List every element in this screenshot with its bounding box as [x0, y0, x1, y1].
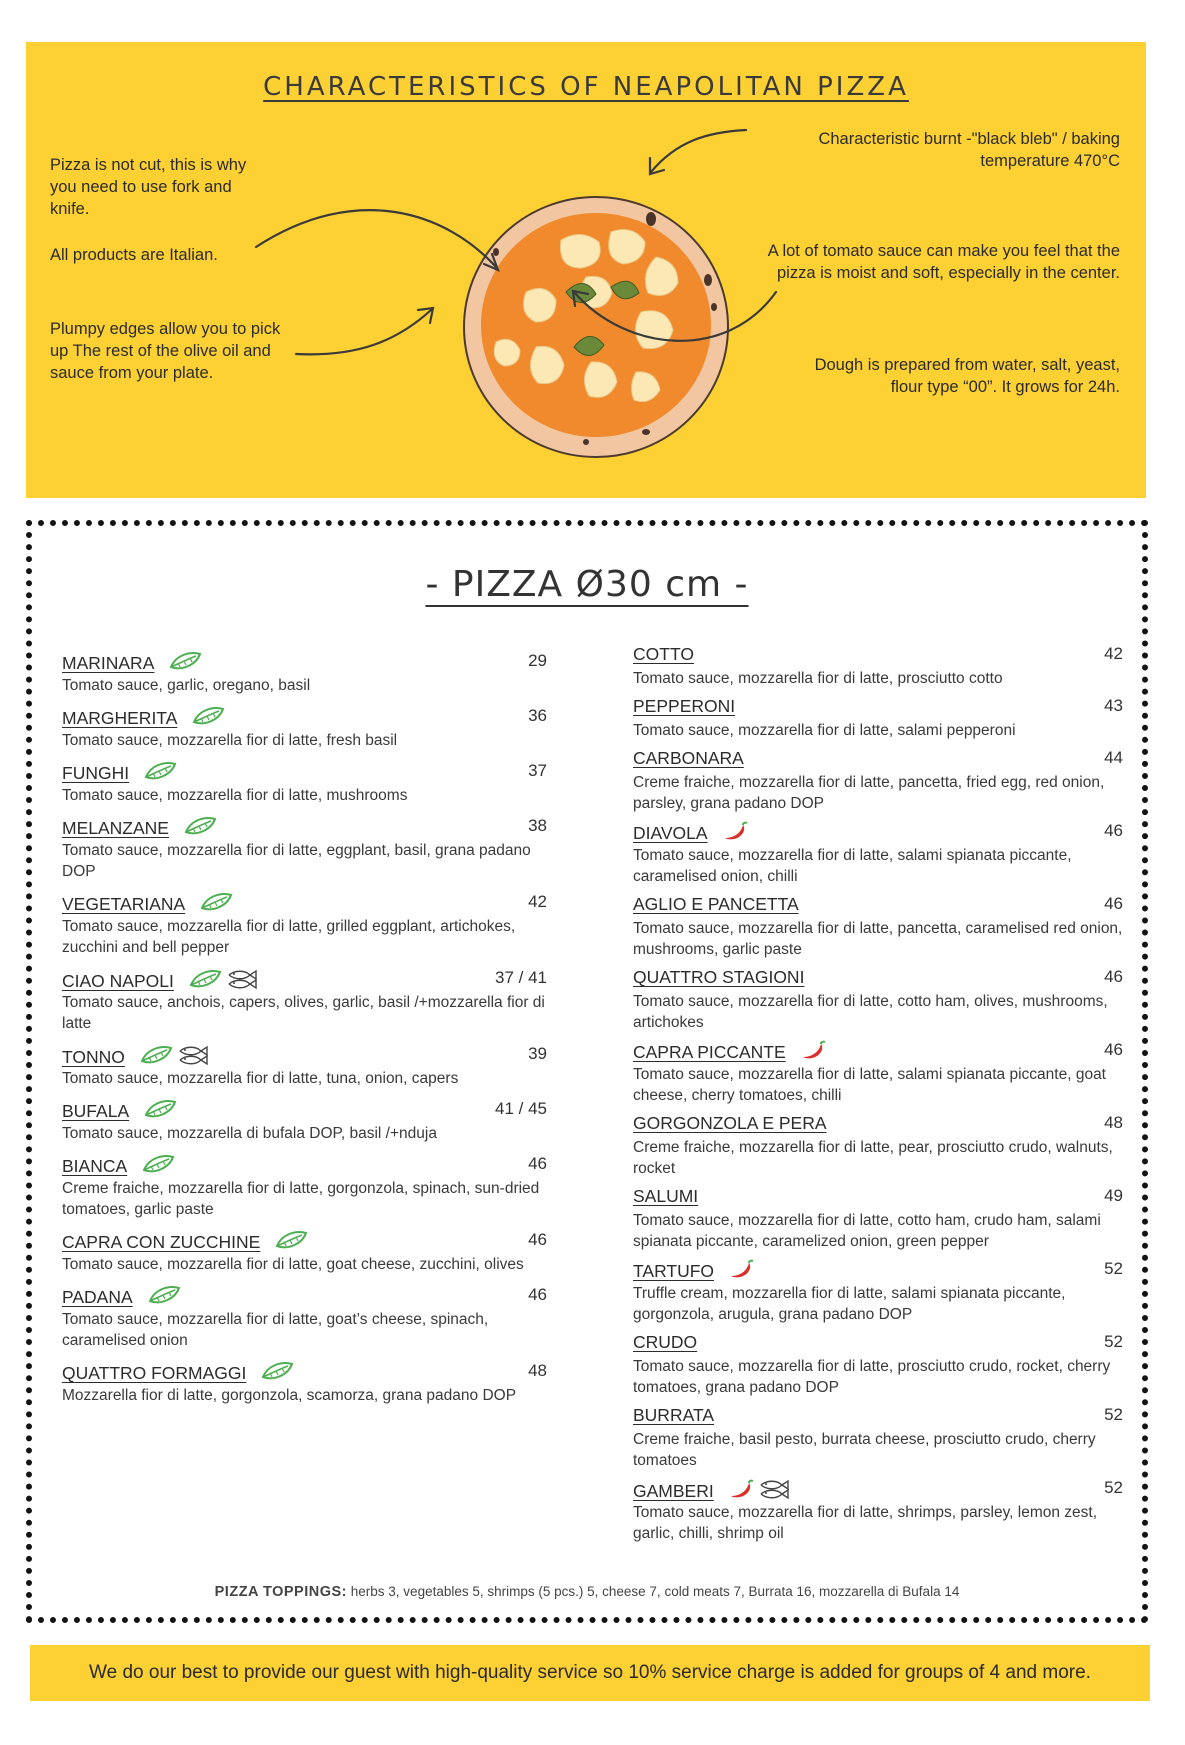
menu-item-price: 44: [1104, 748, 1123, 767]
menu-item-name: QUATTRO STAGIONI: [633, 967, 805, 987]
menu-item-quattro-stagioni: [633, 967, 1123, 1033]
menu-item-price: 46: [1104, 821, 1123, 840]
menu-item-name: PADANA: [62, 1287, 133, 1307]
menu-item-price: 39: [528, 1044, 547, 1063]
menu-item-melanzane: [62, 816, 547, 882]
menu-item-header: [62, 968, 547, 992]
leaf-icon: [191, 706, 225, 731]
menu-item-description: Tomato sauce, mozzarella fior di latte, mushrooms: [62, 787, 408, 804]
menu-item-price: 36: [528, 706, 547, 725]
menu-item-carbonara: [633, 748, 1123, 814]
menu-item-capra-con-zucchine: [62, 1230, 547, 1275]
service-charge-banner: [30, 1645, 1150, 1701]
menu-item-header: [633, 1332, 1123, 1356]
menu-item-pepperoni: [633, 696, 1123, 741]
leaf-icon: [260, 1361, 294, 1386]
menu-item-price: 46: [528, 1230, 547, 1249]
menu-item-description: Tomato sauce, mozzarella fior di latte, fresh basil: [62, 732, 398, 749]
menu-item-name: SALUMI: [633, 1186, 699, 1206]
fish-icon: [758, 1478, 790, 1505]
menu-item-cotto: [633, 644, 1123, 689]
menu-item-name: TONNO: [62, 1047, 125, 1067]
menu-item-price: 37: [528, 761, 547, 780]
menu-item-name: CRUDO: [633, 1332, 698, 1352]
menu-item-marinara: [62, 651, 547, 696]
leaf-icon: [143, 1099, 177, 1124]
menu-item-icons: [127, 1158, 175, 1175]
menu-item-name: DIAVOLA: [633, 823, 708, 843]
leaf-icon: [274, 1230, 308, 1255]
menu-item-description: Tomato sauce, mozzarella fior di latte, cotto ham, olives, mushrooms, artichokes: [633, 993, 1108, 1031]
chili-icon: [722, 821, 748, 846]
menu-item-name: COTTO: [633, 644, 694, 664]
menu-item-icons: [714, 1263, 754, 1280]
menu-item-header: [62, 1099, 547, 1123]
menu-item-price: 48: [1104, 1113, 1123, 1132]
menu-item-header: [62, 1285, 547, 1309]
menu-item-price: 29: [528, 651, 547, 670]
characteristics-title: CHARACTERISTICS OF NEAPOLITAN PIZZA: [263, 72, 909, 102]
menu-item-price: 52: [1104, 1405, 1123, 1424]
menu-item-margherita: [62, 706, 547, 751]
menu-item-description: Tomato sauce, mozzarella fior di latte, shrimps, parsley, lemon zest, garlic, chilli, shrimp oil: [633, 1504, 1098, 1542]
menu-item-header: [62, 1044, 547, 1068]
menu-item-crudo: [633, 1332, 1123, 1398]
menu-item-description: Tomato sauce, mozzarella fior di latte, goat cheese, zucchini, olives: [62, 1256, 524, 1273]
menu-item-description: Tomato sauce, mozzarella fior di latte, prosciutto crudo, rocket, cherry tomatoes, grana padano DOP: [633, 1358, 1111, 1396]
leaf-icon: [168, 651, 202, 676]
menu-item-header: [62, 1230, 547, 1254]
menu-item-name: GORGONZOLA E PERA: [633, 1113, 827, 1133]
menu-item-vegetariana: [62, 892, 547, 958]
menu-item-name: VEGETARIANA: [62, 894, 186, 914]
menu-item-icons: [246, 1365, 294, 1382]
fish-icon: [177, 1044, 209, 1071]
characteristics-panel: [26, 42, 1146, 498]
menu-item-price: 46: [1104, 894, 1123, 913]
menu-item-description: Creme fraiche, mozzarella fior di latte, gorgonzola, spinach, sun-dried tomatoes, garlic paste: [62, 1180, 540, 1218]
leaf-icon: [199, 892, 233, 917]
menu-item-name: MARGHERITA: [62, 708, 178, 728]
menu-item-icons: [125, 1049, 209, 1066]
menu-item-name: CIAO NAPOLI: [62, 971, 174, 991]
menu-item-price: 41 / 45: [495, 1099, 547, 1118]
menu-item-salumi: [633, 1186, 1123, 1252]
menu-item-icons: [786, 1044, 826, 1061]
leaf-icon: [143, 761, 177, 786]
menu-item-name: GAMBERI: [633, 1481, 714, 1501]
menu-item-name: CAPRA PICCANTE: [633, 1042, 786, 1062]
menu-item-header: [633, 748, 1123, 772]
menu-item-gamberi: [633, 1478, 1123, 1544]
fish-icon: [226, 968, 258, 995]
menu-item-name: BIANCA: [62, 1156, 128, 1176]
menu-item-name: PEPPERONI: [633, 696, 736, 716]
chili-icon: [728, 1479, 754, 1504]
menu-item-icons: [714, 1483, 790, 1500]
menu-item-tonno: [62, 1044, 547, 1089]
menu-item-icons: [185, 896, 233, 913]
menu-item-burrata: [633, 1405, 1123, 1471]
menu-item-icons: [177, 710, 225, 727]
menu-item-funghi: [62, 761, 547, 806]
menu-item-description: Tomato sauce, mozzarella fior di latte, prosciutto cotto: [633, 670, 1003, 687]
menu-heading: - PIZZA Ø30 cm -: [425, 564, 749, 605]
menu-item-bianca: [62, 1154, 547, 1220]
menu-item-description: Creme fraiche, mozzarella fior di latte, pear, prosciutto crudo, walnuts, rocket: [633, 1139, 1113, 1177]
service-charge-text: We do our best to provide our guest with high-quality service so 10% service charge is added for groups of 4 and more.: [89, 1662, 1091, 1683]
menu-item-name: BURRATA: [633, 1405, 715, 1425]
menu-item-price: 42: [528, 892, 547, 911]
menu-item-name: MELANZANE: [62, 818, 169, 838]
menu-item-price: 52: [1104, 1259, 1123, 1278]
leaf-icon: [188, 969, 222, 994]
menu-item-tartufo: [633, 1259, 1123, 1325]
menu-item-quattro-formaggi: [62, 1361, 547, 1406]
menu-item-price: 48: [528, 1361, 547, 1380]
menu-item-header: [62, 651, 547, 675]
menu-column-right: [633, 644, 1123, 1551]
pizza-toppings: [32, 1584, 1142, 1600]
menu-item-header: [633, 1405, 1123, 1429]
menu-item-ciao-napoli: [62, 968, 547, 1034]
menu-item-description: Tomato sauce, mozzarella fior di latte, salami spianata piccante, goat cheese, cherry tomatoes, chilli: [633, 1066, 1106, 1104]
menu-item-name: TARTUFO: [633, 1261, 715, 1281]
menu-item-price: 42: [1104, 644, 1123, 663]
menu-item-header: [633, 967, 1123, 991]
menu-item-aglio-e-pancetta: [633, 894, 1123, 960]
note-sauce: A lot of tomato sauce can make you feel that the pizza is moist and soft, especially in the center.: [767, 242, 1120, 282]
leaf-icon: [141, 1154, 175, 1179]
leaf-icon: [183, 816, 217, 841]
menu-item-icons: [260, 1234, 308, 1251]
menu-item-icons: [129, 1103, 177, 1120]
note-dough: Dough is prepared from water, salt, yeast, flour type “00”. It grows for 24h.: [814, 356, 1120, 396]
menu-item-description: Tomato sauce, mozzarella fior di latte, cotto ham, crudo ham, salami spianata piccante, caramelized onion, green pepper: [633, 1212, 1101, 1250]
note-edges: Plumpy edges allow you to pick up The rest of the olive oil and sauce from your plate.: [50, 320, 281, 382]
menu-item-description: Tomato sauce, mozzarella fior di latte, eggplant, basil, grana padano DOP: [62, 842, 531, 880]
note-italian: All products are Italian.: [50, 246, 218, 264]
menu-item-header: [62, 761, 547, 785]
toppings-text: herbs 3, vegetables 5, shrimps (5 pcs.) 5, cheese 7, cold meats 7, Burrata 16, mozzarella di Bufala 14: [350, 1584, 960, 1599]
pizza-menu-frame: [26, 520, 1148, 1623]
menu-item-description: Tomato sauce, mozzarella fior di latte, salami spianata piccante, caramelised onion, chilli: [633, 847, 1072, 885]
note-not-cut: Pizza is not cut, this is why you need to use fork and knife.: [50, 156, 247, 218]
menu-item-header: [62, 1361, 547, 1385]
menu-item-bufala: [62, 1099, 547, 1144]
menu-item-description: Creme fraiche, mozzarella fior di latte, pancetta, fried egg, red onion, parsley, grana padano DOP: [633, 774, 1105, 812]
menu-item-header: [62, 816, 547, 840]
menu-item-price: 38: [528, 816, 547, 835]
toppings-label: PIZZA TOPPINGS:: [214, 1584, 348, 1600]
menu-item-header: [633, 1186, 1123, 1210]
menu-item-diavola: [633, 821, 1123, 887]
menu-item-icons: [154, 655, 202, 672]
menu-item-price: 46: [1104, 967, 1123, 986]
menu-item-price: 37 / 41: [495, 968, 547, 987]
menu-item-description: Tomato sauce, mozzarella fior di latte, goat’s cheese, spinach, caramelised onion: [62, 1311, 489, 1349]
menu-item-header: [633, 644, 1123, 668]
menu-item-header: [633, 696, 1123, 720]
menu-item-header: [633, 1259, 1123, 1283]
menu-item-description: Tomato sauce, mozzarella di bufala DOP, basil /+nduja: [62, 1125, 437, 1142]
menu-item-capra-piccante: [633, 1040, 1123, 1106]
menu-item-name: CAPRA CON ZUCCHINE: [62, 1232, 261, 1252]
menu-item-gorgonzola-e-pera: [633, 1113, 1123, 1179]
menu-item-header: [633, 894, 1123, 918]
menu-item-header: [633, 1478, 1123, 1502]
menu-item-icons: [174, 973, 258, 990]
menu-column-left: [62, 651, 547, 1416]
chili-icon: [728, 1259, 754, 1284]
menu-item-description: Tomato sauce, mozzarella fior di latte, salami pepperoni: [633, 722, 1016, 739]
menu-item-name: BUFALA: [62, 1101, 130, 1121]
menu-item-price: 52: [1104, 1332, 1123, 1351]
menu-item-price: 52: [1104, 1478, 1123, 1497]
menu-item-icons: [169, 820, 217, 837]
menu-item-description: Tomato sauce, garlic, oregano, basil: [62, 677, 311, 694]
menu-item-name: MARINARA: [62, 653, 155, 673]
menu-item-header: [633, 1113, 1123, 1137]
menu-item-price: 43: [1104, 696, 1123, 715]
menu-item-price: 49: [1104, 1186, 1123, 1205]
menu-item-icons: [133, 1289, 181, 1306]
chili-icon: [800, 1040, 826, 1065]
menu-item-name: AGLIO E PANCETTA: [633, 894, 799, 914]
menu-item-name: QUATTRO FORMAGGI: [62, 1363, 247, 1383]
menu-item-padana: [62, 1285, 547, 1351]
menu-item-icons: [129, 765, 177, 782]
menu-item-description: Tomato sauce, mozzarella fior di latte, grilled eggplant, artichokes, zucchini and bell pepper: [62, 918, 516, 956]
menu-item-header: [633, 821, 1123, 845]
menu-item-description: Tomato sauce, anchois, capers, olives, garlic, basil /+mozzarella fior di latte: [62, 994, 545, 1032]
menu-item-description: Creme fraiche, basil pesto, burrata cheese, prosciutto crudo, cherry tomatoes: [633, 1431, 1096, 1469]
menu-item-description: Truffle cream, mozzarella fior di latte, salami spianata piccante, gorgonzola, arugula, grana padano DOP: [633, 1285, 1066, 1323]
note-burnt: Characteristic burnt -"black bleb" / baking temperature 470°C: [818, 130, 1120, 170]
menu-item-header: [633, 1040, 1123, 1064]
menu-item-name: FUNGHI: [62, 763, 130, 783]
menu-item-description: Mozzarella fior di latte, gorgonzola, scamorza, grana padano DOP: [62, 1387, 517, 1404]
leaf-icon: [139, 1045, 173, 1070]
leaf-icon: [147, 1285, 181, 1310]
menu-item-name: CARBONARA: [633, 748, 744, 768]
menu-item-header: [62, 1154, 547, 1178]
menu-item-header: [62, 892, 547, 916]
menu-item-description: Tomato sauce, mozzarella fior di latte, tuna, onion, capers: [62, 1070, 459, 1087]
menu-item-price: 46: [1104, 1040, 1123, 1059]
menu-item-icons: [708, 825, 748, 842]
menu-item-price: 46: [528, 1285, 547, 1304]
menu-item-price: 46: [528, 1154, 547, 1173]
menu-item-header: [62, 706, 547, 730]
menu-item-description: Tomato sauce, mozzarella fior di latte, pancetta, caramelised red onion, mushrooms, garlic paste: [633, 920, 1123, 958]
